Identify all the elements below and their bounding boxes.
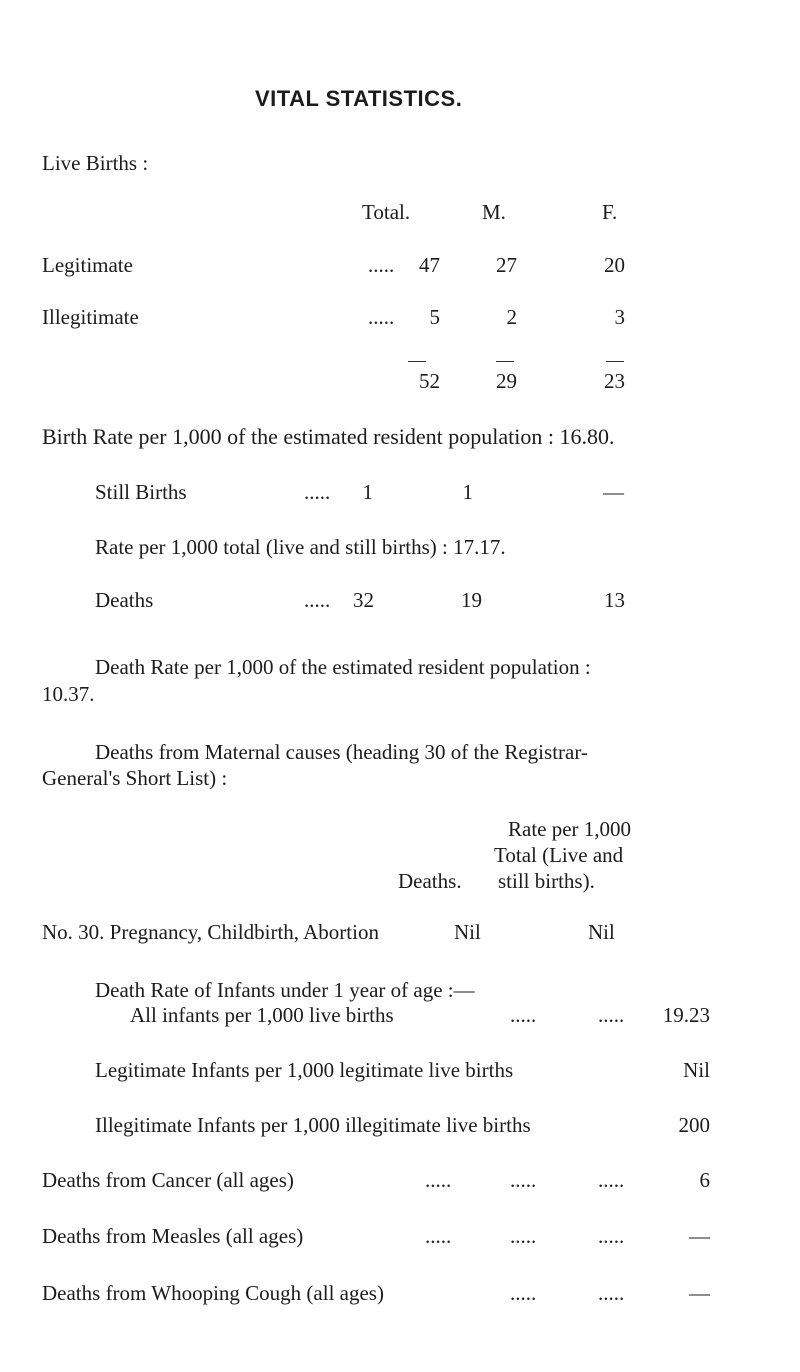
row-leader: ..... xyxy=(510,1224,537,1248)
col-header-total: Total. xyxy=(362,200,411,224)
row-leader: ..... xyxy=(510,1281,537,1305)
sum-rule xyxy=(606,361,624,362)
maternal-header-rate2: Total (Live and xyxy=(494,843,624,867)
cell-rate: Nil xyxy=(588,920,615,944)
row-value: — xyxy=(689,1281,710,1305)
sum-rule xyxy=(496,361,514,362)
row-leader: ..... xyxy=(598,1003,625,1027)
cell-total: 32 xyxy=(353,588,374,612)
maternal-line1: Deaths from Maternal causes (heading 30 of the Registrar- xyxy=(95,740,588,764)
cell-m: 27 xyxy=(496,253,517,277)
row-leader: ..... xyxy=(304,480,331,504)
row-label: Illegitimate Infants per 1,000 illegitimate live births xyxy=(95,1113,531,1137)
cell-total: 1 xyxy=(362,480,373,504)
row-label: No. 30. Pregnancy, Childbirth, Abortion xyxy=(42,920,379,944)
row-leader: ..... xyxy=(510,1003,537,1027)
birth-rate: Birth Rate per 1,000 of the estimated resident population : 16.80. xyxy=(42,424,615,449)
cell-f: 3 xyxy=(614,305,625,329)
page-title: VITAL STATISTICS. xyxy=(255,86,463,111)
row-label: All infants per 1,000 live births xyxy=(130,1003,394,1027)
row-label: Deaths xyxy=(95,588,154,612)
cell-deaths: Nil xyxy=(454,920,481,944)
row-leader: ..... xyxy=(598,1281,625,1305)
row-value: 19.23 xyxy=(662,1003,710,1027)
cell-m: 2 xyxy=(506,305,517,329)
row-leader: ..... xyxy=(598,1168,625,1192)
row-leader: ..... xyxy=(425,1224,452,1248)
row-value: — xyxy=(689,1224,710,1248)
maternal-header-deaths: Deaths. xyxy=(398,869,462,893)
row-value: Nil xyxy=(683,1058,710,1082)
row-leader: ..... xyxy=(598,1224,625,1248)
cell-m: 19 xyxy=(461,588,482,612)
cell-f: — xyxy=(603,480,624,504)
cell-m: 1 xyxy=(462,480,473,504)
total-sum: 52 xyxy=(419,369,440,393)
still-birth-rate: Rate per 1,000 total (live and still births) : 17.17. xyxy=(95,535,506,559)
cell-f: 13 xyxy=(604,588,625,612)
row-leader: ..... xyxy=(368,253,395,277)
sum-rule xyxy=(408,361,426,362)
m-sum: 29 xyxy=(496,369,517,393)
row-value: 200 xyxy=(678,1113,710,1137)
maternal-header-rate1: Rate per 1,000 xyxy=(508,817,632,841)
infant-heading: Death Rate of Infants under 1 year of age :— xyxy=(95,978,475,1002)
cell-f: 20 xyxy=(604,253,625,277)
cell-total: 47 xyxy=(419,253,440,277)
row-leader: ..... xyxy=(368,305,395,329)
col-header-m: M. xyxy=(482,200,506,224)
row-label: Legitimate Infants per 1,000 legitimate live births xyxy=(95,1058,514,1082)
maternal-line2: General's Short List) : xyxy=(42,766,228,790)
row-label: Deaths from Cancer (all ages) xyxy=(42,1168,294,1192)
death-rate-line1: Death Rate per 1,000 of the estimated resident population : xyxy=(95,655,591,679)
f-sum: 23 xyxy=(604,369,625,393)
row-label: Still Births xyxy=(95,480,187,504)
row-label: Deaths from Measles (all ages) xyxy=(42,1224,304,1248)
maternal-header-rate3: still births). xyxy=(498,869,595,893)
col-header-f: F. xyxy=(602,200,618,224)
row-leader: ..... xyxy=(425,1168,452,1192)
row-leader: ..... xyxy=(510,1168,537,1192)
row-label: Illegitimate xyxy=(42,305,139,329)
death-rate-line2: 10.37. xyxy=(42,682,95,706)
row-leader: ..... xyxy=(304,588,331,612)
row-label: Legitimate xyxy=(42,253,133,277)
row-value: 6 xyxy=(699,1168,710,1192)
cell-total: 5 xyxy=(429,305,440,329)
row-label: Deaths from Whooping Cough (all ages) xyxy=(42,1281,384,1305)
live-births-heading: Live Births : xyxy=(42,151,149,175)
